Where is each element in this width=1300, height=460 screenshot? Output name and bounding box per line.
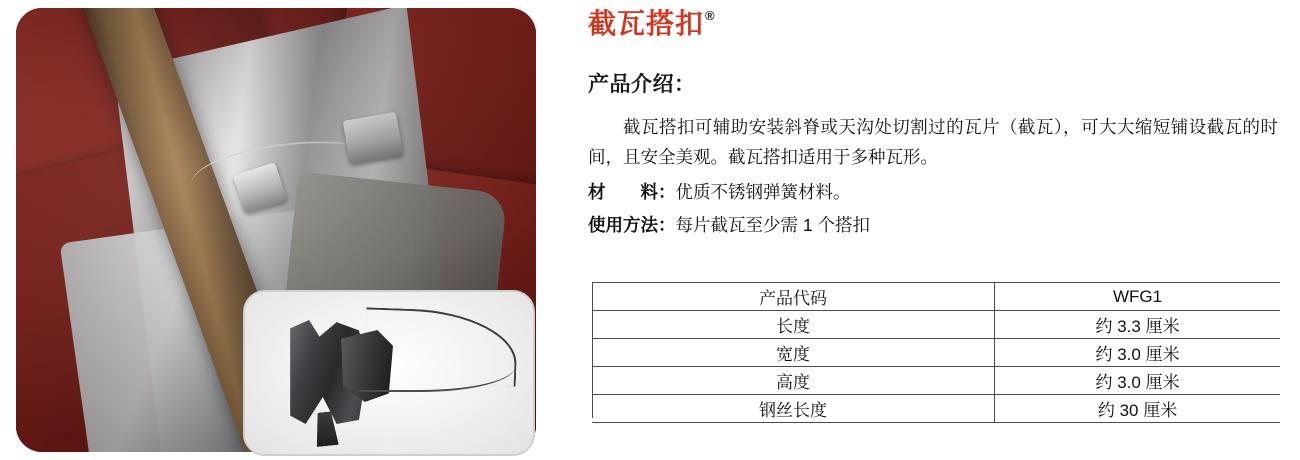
table-row [592,367,1280,395]
attribute-usage-label: 使用方法： [588,215,676,235]
spec-name: 钢丝长度 [592,395,995,423]
spec-value: 约 3.0 厘米 [995,339,1280,367]
attribute-material-label: 材 料： [588,182,676,202]
section-heading: 产品介绍： [588,73,696,96]
spec-value: 约 3.0 厘米 [995,367,1280,395]
spec-name: 高度 [592,367,995,395]
spec-value: WFG1 [995,283,1280,311]
attribute-material [588,178,851,206]
product-title-row [588,10,715,38]
specification-table [592,282,1280,423]
table-row [592,311,1280,339]
attribute-material-value: 优质不锈钢弹簧材料。 [675,182,851,202]
spec-name: 宽度 [592,339,995,367]
installed-clip [343,112,404,165]
attribute-usage [588,211,870,239]
registered-trademark-symbol: ® [705,8,715,23]
product-info-panel [588,0,1288,460]
product-description: 截瓦搭扣可辅助安装斜脊或天沟处切割过的瓦片（截瓦），可大大缩短铺设截瓦的时间，且安全美观。截瓦搭扣适用于多种瓦形。 [588,117,1278,167]
spec-name: 长度 [592,311,995,339]
spec-value: 约 3.3 厘米 [995,311,1280,339]
spec-name: 产品代码 [592,283,995,311]
page-title: 截瓦搭扣 [588,8,705,39]
inset-product-closeup [243,290,535,456]
attribute-usage-value: 每片截瓦至少需 1 个搭扣 [675,215,870,235]
table-row [592,395,1280,423]
table-row [592,283,1280,311]
table-row [592,339,1280,367]
spec-value: 约 30 厘米 [995,395,1280,423]
